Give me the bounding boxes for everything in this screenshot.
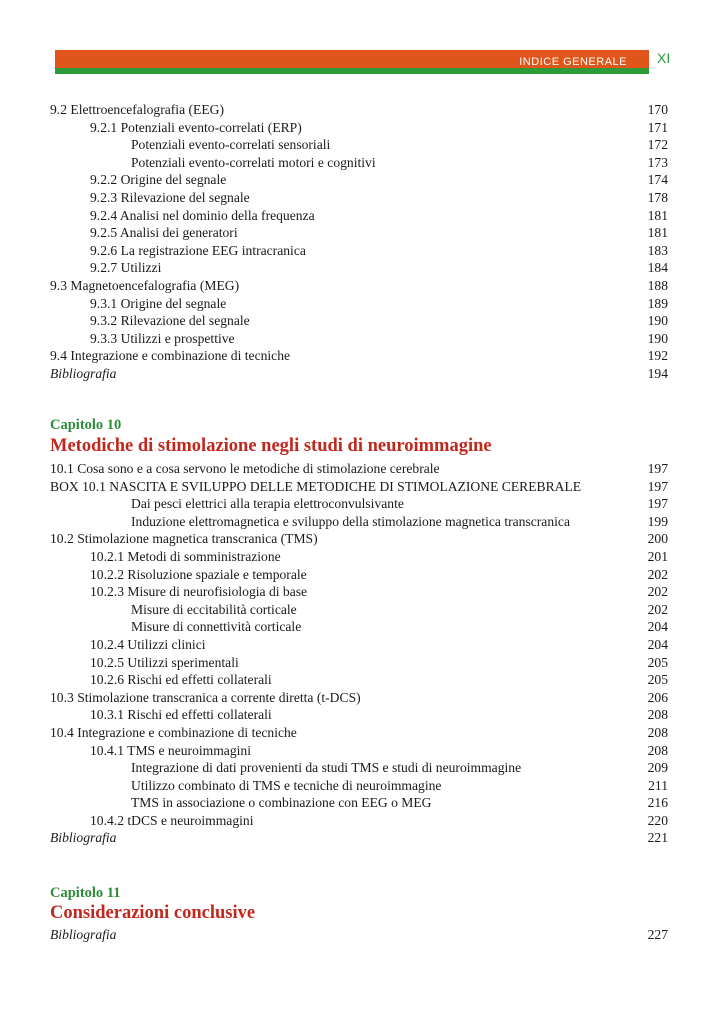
toc-entry xyxy=(50,171,668,189)
toc-entry-page: 171 xyxy=(647,119,668,135)
toc-entry-page: 181 xyxy=(647,225,668,241)
toc-block-chapter-11 xyxy=(50,926,668,944)
toc-entry xyxy=(50,224,668,242)
toc-entry xyxy=(50,154,668,172)
toc-entry-title: 10.3.1 Rischi ed effetti collaterali xyxy=(90,707,272,723)
toc-entry xyxy=(50,478,668,496)
toc-entry-bibliography xyxy=(50,829,668,847)
toc-entry-title: 9.2.7 Utilizzi xyxy=(90,260,162,276)
toc-entry-title: BOX 10.1 NASCITA E SVILUPPO DELLE METODICHE DI STIMOLAZIONE CEREBRALE xyxy=(50,478,582,494)
toc-entry xyxy=(50,566,668,584)
toc-entry xyxy=(50,347,668,365)
toc-entry xyxy=(50,759,668,777)
toc-entry-title: TMS in associazione o combinazione con EEG o MEG xyxy=(131,795,432,811)
toc-entry xyxy=(50,812,668,830)
toc-entry xyxy=(50,242,668,260)
toc-entry-page: 202 xyxy=(647,566,668,582)
toc-entry-page: 170 xyxy=(647,102,668,117)
toc-entry-title: Bibliografia xyxy=(50,927,117,942)
toc-entry-title: 10.4 Integrazione e combinazione di tecniche xyxy=(50,724,297,740)
toc-entry xyxy=(50,136,668,154)
toc-entry-page: 172 xyxy=(647,137,668,153)
toc-entry-page: 204 xyxy=(647,636,668,652)
toc-entry-page: 190 xyxy=(647,313,668,329)
toc-entry-title: 9.2.1 Potenziali evento-correlati (ERP) xyxy=(90,119,302,135)
chapter-11-label: Capitolo 11 xyxy=(50,885,121,901)
chapter-11-title: Considerazioni conclusive xyxy=(50,903,256,923)
toc-entry-title: 9.2.5 Analisi dei generatori xyxy=(90,225,238,241)
toc-entry-title: 9.2.2 Origine del segnale xyxy=(90,172,227,188)
toc-entry-page: 192 xyxy=(647,348,668,364)
toc-entry-page: 178 xyxy=(647,189,668,205)
chapter-10-title: Metodiche di stimolazione negli studi di neuroimmagine xyxy=(50,436,492,456)
toc-entry-title: Dai pesci elettrici alla terapia elettroconvulsivante xyxy=(131,496,404,512)
toc-entry xyxy=(50,654,668,672)
toc-entry-page: 174 xyxy=(647,172,668,188)
toc-block-chapter-9 xyxy=(50,101,668,383)
toc-entry-title: Misure di connettività corticale xyxy=(131,619,302,635)
toc-entry xyxy=(50,636,668,654)
toc-entry xyxy=(50,460,668,478)
toc-entry-title: Misure di eccitabilità corticale xyxy=(131,601,297,617)
toc-entry-page: 189 xyxy=(647,295,668,311)
toc-entry-title: 10.4.2 tDCS e neuroimmagini xyxy=(90,812,254,828)
toc-entry-page: 221 xyxy=(647,830,668,846)
toc-entry xyxy=(50,777,668,795)
toc-entry-title: 10.2.1 Metodi di somministrazione xyxy=(90,548,281,564)
toc-entry-page: 216 xyxy=(647,795,668,811)
toc-entry-title: 9.4 Integrazione e combinazione di tecniche xyxy=(50,348,291,364)
toc-entry-title: 9.3 Magnetoencefalografia (MEG) xyxy=(50,277,240,293)
toc-entry xyxy=(50,101,668,119)
toc-entry xyxy=(50,794,668,812)
toc-entry-page: 173 xyxy=(647,154,668,170)
toc-entry xyxy=(50,259,668,277)
toc-entry-title: 9.2.3 Rilevazione del segnale xyxy=(90,189,250,205)
toc-entry-page: 188 xyxy=(647,277,668,293)
toc-entry-bibliography xyxy=(50,926,668,944)
toc-entry-page: 209 xyxy=(647,760,668,776)
toc-entry-title: 9.3.3 Utilizzi e prospettive xyxy=(90,330,235,346)
toc-entry xyxy=(50,330,668,348)
page-number: XI xyxy=(657,50,671,66)
chapter-10-label: Capitolo 10 xyxy=(50,417,122,433)
toc-entry-title: 10.1 Cosa sono e a cosa servono le metodiche di stimolazione cerebrale xyxy=(50,461,440,476)
toc-entry-page: 183 xyxy=(647,242,668,258)
toc-entry-title: Bibliografia xyxy=(50,365,117,381)
toc-entry-page: 184 xyxy=(647,260,668,276)
toc-entry-page: 227 xyxy=(647,927,668,942)
toc-entry-title: Potenziali evento-correlati motori e cognitivi xyxy=(131,154,376,170)
toc-entry-title: Induzione elettromagnetica e sviluppo della stimolazione magnetica transcranica xyxy=(131,513,570,529)
toc-entry xyxy=(50,295,668,313)
toc-block-chapter-10 xyxy=(50,460,668,847)
toc-entry-title: Bibliografia xyxy=(50,830,117,846)
toc-entry-title: Integrazione di dati provenienti da studi TMS e studi di neuroimmagine xyxy=(131,760,522,776)
toc-entry-page: 204 xyxy=(647,619,668,635)
toc-entry-page: 190 xyxy=(647,330,668,346)
toc-entry-page: 201 xyxy=(647,548,668,564)
toc-entry-page: 197 xyxy=(647,461,668,476)
toc-entry-title: Potenziali evento-correlati sensoriali xyxy=(131,137,331,153)
toc-entry xyxy=(50,601,668,619)
toc-entry-page: 208 xyxy=(647,707,668,723)
toc-entry-page: 205 xyxy=(647,672,668,688)
toc-entry xyxy=(50,495,668,513)
toc-entry-title: 10.2.5 Utilizzi sperimentali xyxy=(90,654,239,670)
toc-entry-title: 9.2 Elettroencefalografia (EEG) xyxy=(50,102,224,117)
toc-entry xyxy=(50,312,668,330)
toc-entry xyxy=(50,548,668,566)
toc-entry xyxy=(50,618,668,636)
toc-entry-title: 10.2 Stimolazione magnetica transcranica (TMS) xyxy=(50,531,318,547)
toc-entry-page: 208 xyxy=(647,742,668,758)
toc-entry-title: 9.3.2 Rilevazione del segnale xyxy=(90,313,250,329)
toc-entry-page: 200 xyxy=(647,531,668,547)
toc-entry-page: 197 xyxy=(647,496,668,512)
toc-entry-title: 10.2.4 Utilizzi clinici xyxy=(90,636,206,652)
toc-entry-page: 181 xyxy=(647,207,668,223)
toc-entry-page: 211 xyxy=(648,777,668,793)
toc-entry-title: 10.2.6 Rischi ed effetti collaterali xyxy=(90,672,272,688)
toc-entry-title: 10.2.2 Risoluzione spaziale e temporale xyxy=(90,566,307,582)
toc-entry-page: 199 xyxy=(647,513,668,529)
toc-entry-page: 208 xyxy=(647,724,668,740)
toc-entry-title: 10.3 Stimolazione transcranica a corrente diretta (t-DCS) xyxy=(50,689,361,705)
toc-entry xyxy=(50,207,668,225)
toc-entry xyxy=(50,119,668,137)
toc-entry-page: 194 xyxy=(647,365,668,381)
toc-entry xyxy=(50,513,668,531)
header-underline xyxy=(55,68,649,74)
toc-entry-title: 9.2.6 La registrazione EEG intracranica xyxy=(90,242,306,258)
toc-entry xyxy=(50,706,668,724)
toc-entry xyxy=(50,530,668,548)
toc-entry-page: 206 xyxy=(647,689,668,705)
toc-entry-page: 202 xyxy=(647,584,668,600)
toc-entry xyxy=(50,724,668,742)
toc-entry xyxy=(50,277,668,295)
toc-entry-title: Utilizzo combinato di TMS e tecniche di neuroimmagine xyxy=(131,777,442,793)
toc-entry xyxy=(50,671,668,689)
toc-entry-page: 220 xyxy=(647,812,668,828)
toc-entry-bibliography xyxy=(50,365,668,383)
toc-entry-page: 197 xyxy=(647,478,668,494)
section-title: INDICE GENERALE xyxy=(519,56,627,68)
toc-entry xyxy=(50,742,668,760)
toc-entry-title: 10.2.3 Misure di neurofisiologia di base xyxy=(90,584,308,600)
toc-entry-page: 202 xyxy=(647,601,668,617)
toc-entry-page: 205 xyxy=(647,654,668,670)
toc-entry xyxy=(50,583,668,601)
toc-entry-title: 9.3.1 Origine del segnale xyxy=(90,295,227,311)
toc-entry xyxy=(50,189,668,207)
toc-entry xyxy=(50,689,668,707)
toc-entry-title: 9.2.4 Analisi nel dominio della frequenza xyxy=(90,207,315,223)
toc-entry-title: 10.4.1 TMS e neuroimmagini xyxy=(90,742,251,758)
